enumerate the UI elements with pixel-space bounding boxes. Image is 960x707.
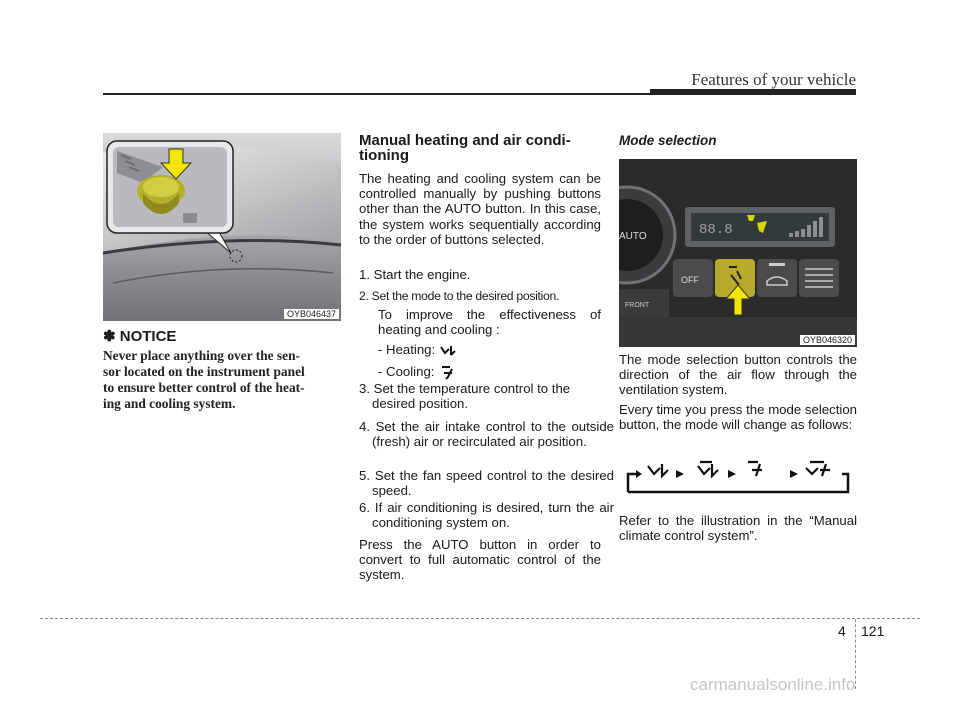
manual-step-2: 2. Set the mode to the desired position. — [359, 289, 560, 303]
mode-paragraph-2: Every time you press the mode selection button, the mode will change as follows: — [619, 402, 857, 433]
manual-step-5: 5. Set the fan speed control to the desired speed. — [359, 468, 614, 499]
notice-body — [103, 348, 341, 412]
figure-code: OYB046437 — [284, 309, 339, 319]
manual-closing: Press the AUTO button in order to convert to full automatic control of the system. — [359, 537, 601, 583]
climate-panel-illustration — [619, 159, 857, 347]
front-label: FRONT — [625, 302, 650, 309]
manual-step-1: 1. Start the engine. — [359, 267, 471, 282]
svg-text:88.8: 88.8 — [699, 222, 733, 238]
sensor-figure — [103, 133, 341, 321]
manual-step-3: 3. Set the temperature control to the desired position. — [359, 381, 571, 412]
face-mode-icon — [438, 365, 458, 381]
watermark: carmanualsonline.info — [690, 675, 856, 694]
notice-line: Never place anything over the sen- — [103, 348, 300, 363]
mode-paragraph-1: The mode selection button controls the direction of the air flow through the ventilation system. — [619, 352, 857, 398]
page-number: 121 — [861, 623, 885, 639]
notice-line: to ensure better control of the heat- — [103, 380, 305, 395]
manual-step-4: 4. Set the air intake control to the outside (fresh) air or recirculated air position. — [359, 419, 614, 450]
bi-level-mode-icon — [806, 462, 830, 476]
floor-defrost-mode-icon — [698, 462, 718, 476]
mode-cycle-diagram — [620, 458, 856, 498]
off-label: OFF — [681, 275, 699, 285]
notice-heading: ✽ NOTICE — [103, 328, 177, 345]
cooling-line — [378, 364, 458, 381]
mode-paragraph-3: Refer to the illustration in the “Manual climate control system”. — [619, 513, 857, 544]
manual-intro: The heating and cooling system can be controlled manually by pushing buttons other than the AUTO button. In this case, the system works sequentially according to the order of buttons selected. — [359, 171, 601, 247]
mode-heading: Mode selection — [619, 133, 717, 148]
heating-label: - Heating: — [378, 342, 436, 357]
floor-mode-icon — [439, 343, 459, 359]
footer-rule — [40, 618, 920, 619]
running-header: Features of your vehicle — [691, 70, 856, 89]
figure-code: OYB046320 — [800, 335, 855, 345]
manual-heading-line: Manual heating and air condi- — [359, 132, 571, 149]
sensor-illustration — [103, 133, 341, 321]
face-mode-icon — [748, 462, 762, 476]
climate-panel-figure — [619, 159, 857, 347]
manual-heading-line: tioning — [359, 147, 409, 164]
manual-step-6: 6. If air conditioning is desired, turn the air conditioning system on. — [359, 500, 614, 531]
heating-line — [378, 342, 459, 359]
manual-step-2-note: To improve the effectiveness of heating and cooling : — [378, 307, 601, 338]
auto-label: AUTO — [619, 231, 647, 242]
chapter-number: 4 — [838, 623, 846, 639]
manual-heading — [359, 133, 604, 163]
cooling-label: - Cooling: — [378, 364, 435, 379]
notice-line: sor located on the instrument panel — [103, 364, 305, 379]
floor-mode-icon — [648, 464, 668, 476]
notice-line: ing and cooling system. — [103, 396, 236, 411]
header-rule-accent — [650, 89, 856, 95]
